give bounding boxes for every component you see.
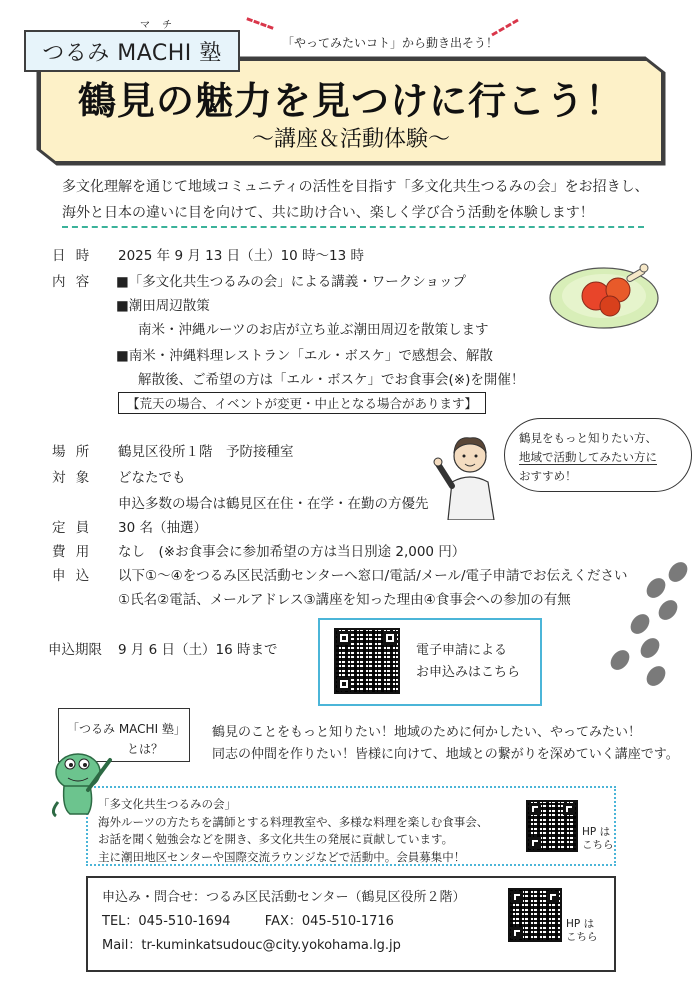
apply-label: 申 込: [52, 568, 93, 584]
content-detail: 南米・沖縄ルーツのお店が立ち並ぶ潮田周辺を散策します: [138, 322, 489, 338]
group-title: 「多文化共生つるみの会」: [98, 797, 236, 811]
online-apply-line: 電子申請による: [416, 643, 508, 658]
tagline-dash-right: [491, 19, 518, 37]
page-subtitle: ～講座＆活動体験～: [251, 127, 450, 152]
capacity-label: 定 員: [52, 520, 93, 536]
hp-line: こちら: [582, 839, 614, 851]
fee-value: なし (※お食事会に参加希望の方は当日別途 2,000 円）: [118, 544, 466, 560]
online-apply-text: [416, 640, 520, 684]
content-detail: 解散後、ご希望の方は「エル・ボスケ」でお食事会(※)を開催！: [138, 372, 525, 388]
date-label: 日 時: [52, 248, 93, 264]
group-hp-qr-code[interactable]: [526, 800, 578, 852]
weather-notice: 【荒天の場合、イベントが変更・中止となる場合があります】: [118, 392, 486, 414]
intro-text: [62, 174, 662, 226]
intro-line: 多文化理解を通じて地域コミュニティの活性を目指す「多文化共生つるみの会」をお招きし、: [62, 179, 649, 195]
target-detail: 申込多数の場合は鶴見区在住・在学・在勤の方優先: [118, 496, 429, 512]
capacity-value: 30 名（抽選）: [118, 520, 207, 536]
target-value: どなたでも: [118, 470, 186, 486]
apply-value: 以下①～④をつるみ区民活動センターへ窓口/電話/メール/電子申請でお伝えください: [118, 568, 628, 584]
deadline-value: 9 月 6 日（土）16 時まで: [118, 642, 278, 658]
man-pointing-illustration: [430, 430, 500, 520]
bubble-line: 地域で活動してみたい方に: [519, 450, 657, 464]
content-item: ■南米・沖縄料理レストラン「エル・ボスケ」で感想会、解散: [116, 348, 493, 364]
contact-line: 申込み・問合せ：つるみ区民活動センター（鶴見区役所２階）: [102, 890, 466, 905]
logo-ruby: マチ: [140, 20, 184, 31]
tagline-dash-left: [246, 17, 273, 29]
what-is-line: とは？: [127, 742, 164, 756]
center-hp-qr-code[interactable]: [508, 888, 562, 942]
tel-number[interactable]: TEL：045-510-1694: [102, 914, 231, 929]
divider-top: [62, 226, 644, 228]
bubble-line: 鶴見をもっと知りたい方、: [519, 431, 657, 445]
target-label: 対 象: [52, 470, 93, 486]
hp-line: こちら: [566, 931, 598, 943]
apply-detail: ①氏名②電話、メールアドレス③講座を知った理由④食事会への参加の有無: [118, 592, 571, 608]
group-line: 海外ルーツの方たちを講師とする料理教室や、多様な料理を楽しむ食事会、: [98, 814, 489, 829]
deadline-label: 申込期限: [48, 642, 102, 658]
hp-line: HP は: [582, 826, 611, 838]
hp-line: HP は: [566, 918, 595, 930]
what-is-line: 「つるみ MACHI 塾」: [67, 722, 186, 736]
date-value: 2025 年 9 月 13 日（土）10 時～13 時: [118, 248, 365, 264]
logo-tab: つるみ MACHI 塾: [24, 30, 240, 72]
center-hp-label: [566, 918, 598, 944]
group-hp-label: [582, 826, 614, 852]
apply-qr-code[interactable]: [334, 628, 400, 694]
page-title: 鶴見の魅力を見つけに行こう！: [77, 79, 624, 123]
fax-number: FAX：045-510-1716: [264, 914, 394, 929]
place-value: 鶴見区役所１階 予防接種室: [118, 444, 294, 460]
group-line: 主に潮田地区センターや国際交流ラウンジなどで活動中。会員募集中！: [98, 849, 466, 864]
about-line: 同志の仲間を作りたい！皆様に向けて、地域との繋がりを深めていく講座です。: [212, 747, 679, 762]
footprints-icon: [560, 560, 690, 690]
mascot-illustration: [48, 742, 118, 818]
recommend-bubble: [504, 418, 692, 492]
about-line: 鶴見のことをもっと知りたい！地域のために何かしたい、やってみたい！: [212, 725, 642, 740]
content-label: 内 容: [52, 274, 93, 290]
food-plate-illustration: [548, 262, 668, 332]
fee-label: 費 用: [52, 544, 93, 560]
online-apply-line: お申込みはこちら: [416, 665, 521, 680]
bubble-line: おすすめ！: [519, 469, 577, 483]
about-description: [212, 722, 682, 766]
group-line: お話を聞く勉強会などを開き、多文化共生の発展に貢献しています。: [98, 832, 454, 846]
mail-address[interactable]: Mail：tr-kuminkatsudouc@city.yokohama.lg.jp: [102, 938, 401, 953]
intro-line: 海外と日本の違いに目を向けて、共に助け合い、楽しく学び合う活動を体験します！: [62, 205, 594, 221]
content-item: ■「多文化共生つるみの会」による講義・ワークショップ: [116, 274, 466, 290]
tagline: 「やってみたいコト」から動き出そう！: [282, 36, 499, 50]
content-item: ■潮田周辺散策: [116, 298, 210, 314]
place-label: 場 所: [52, 444, 93, 460]
